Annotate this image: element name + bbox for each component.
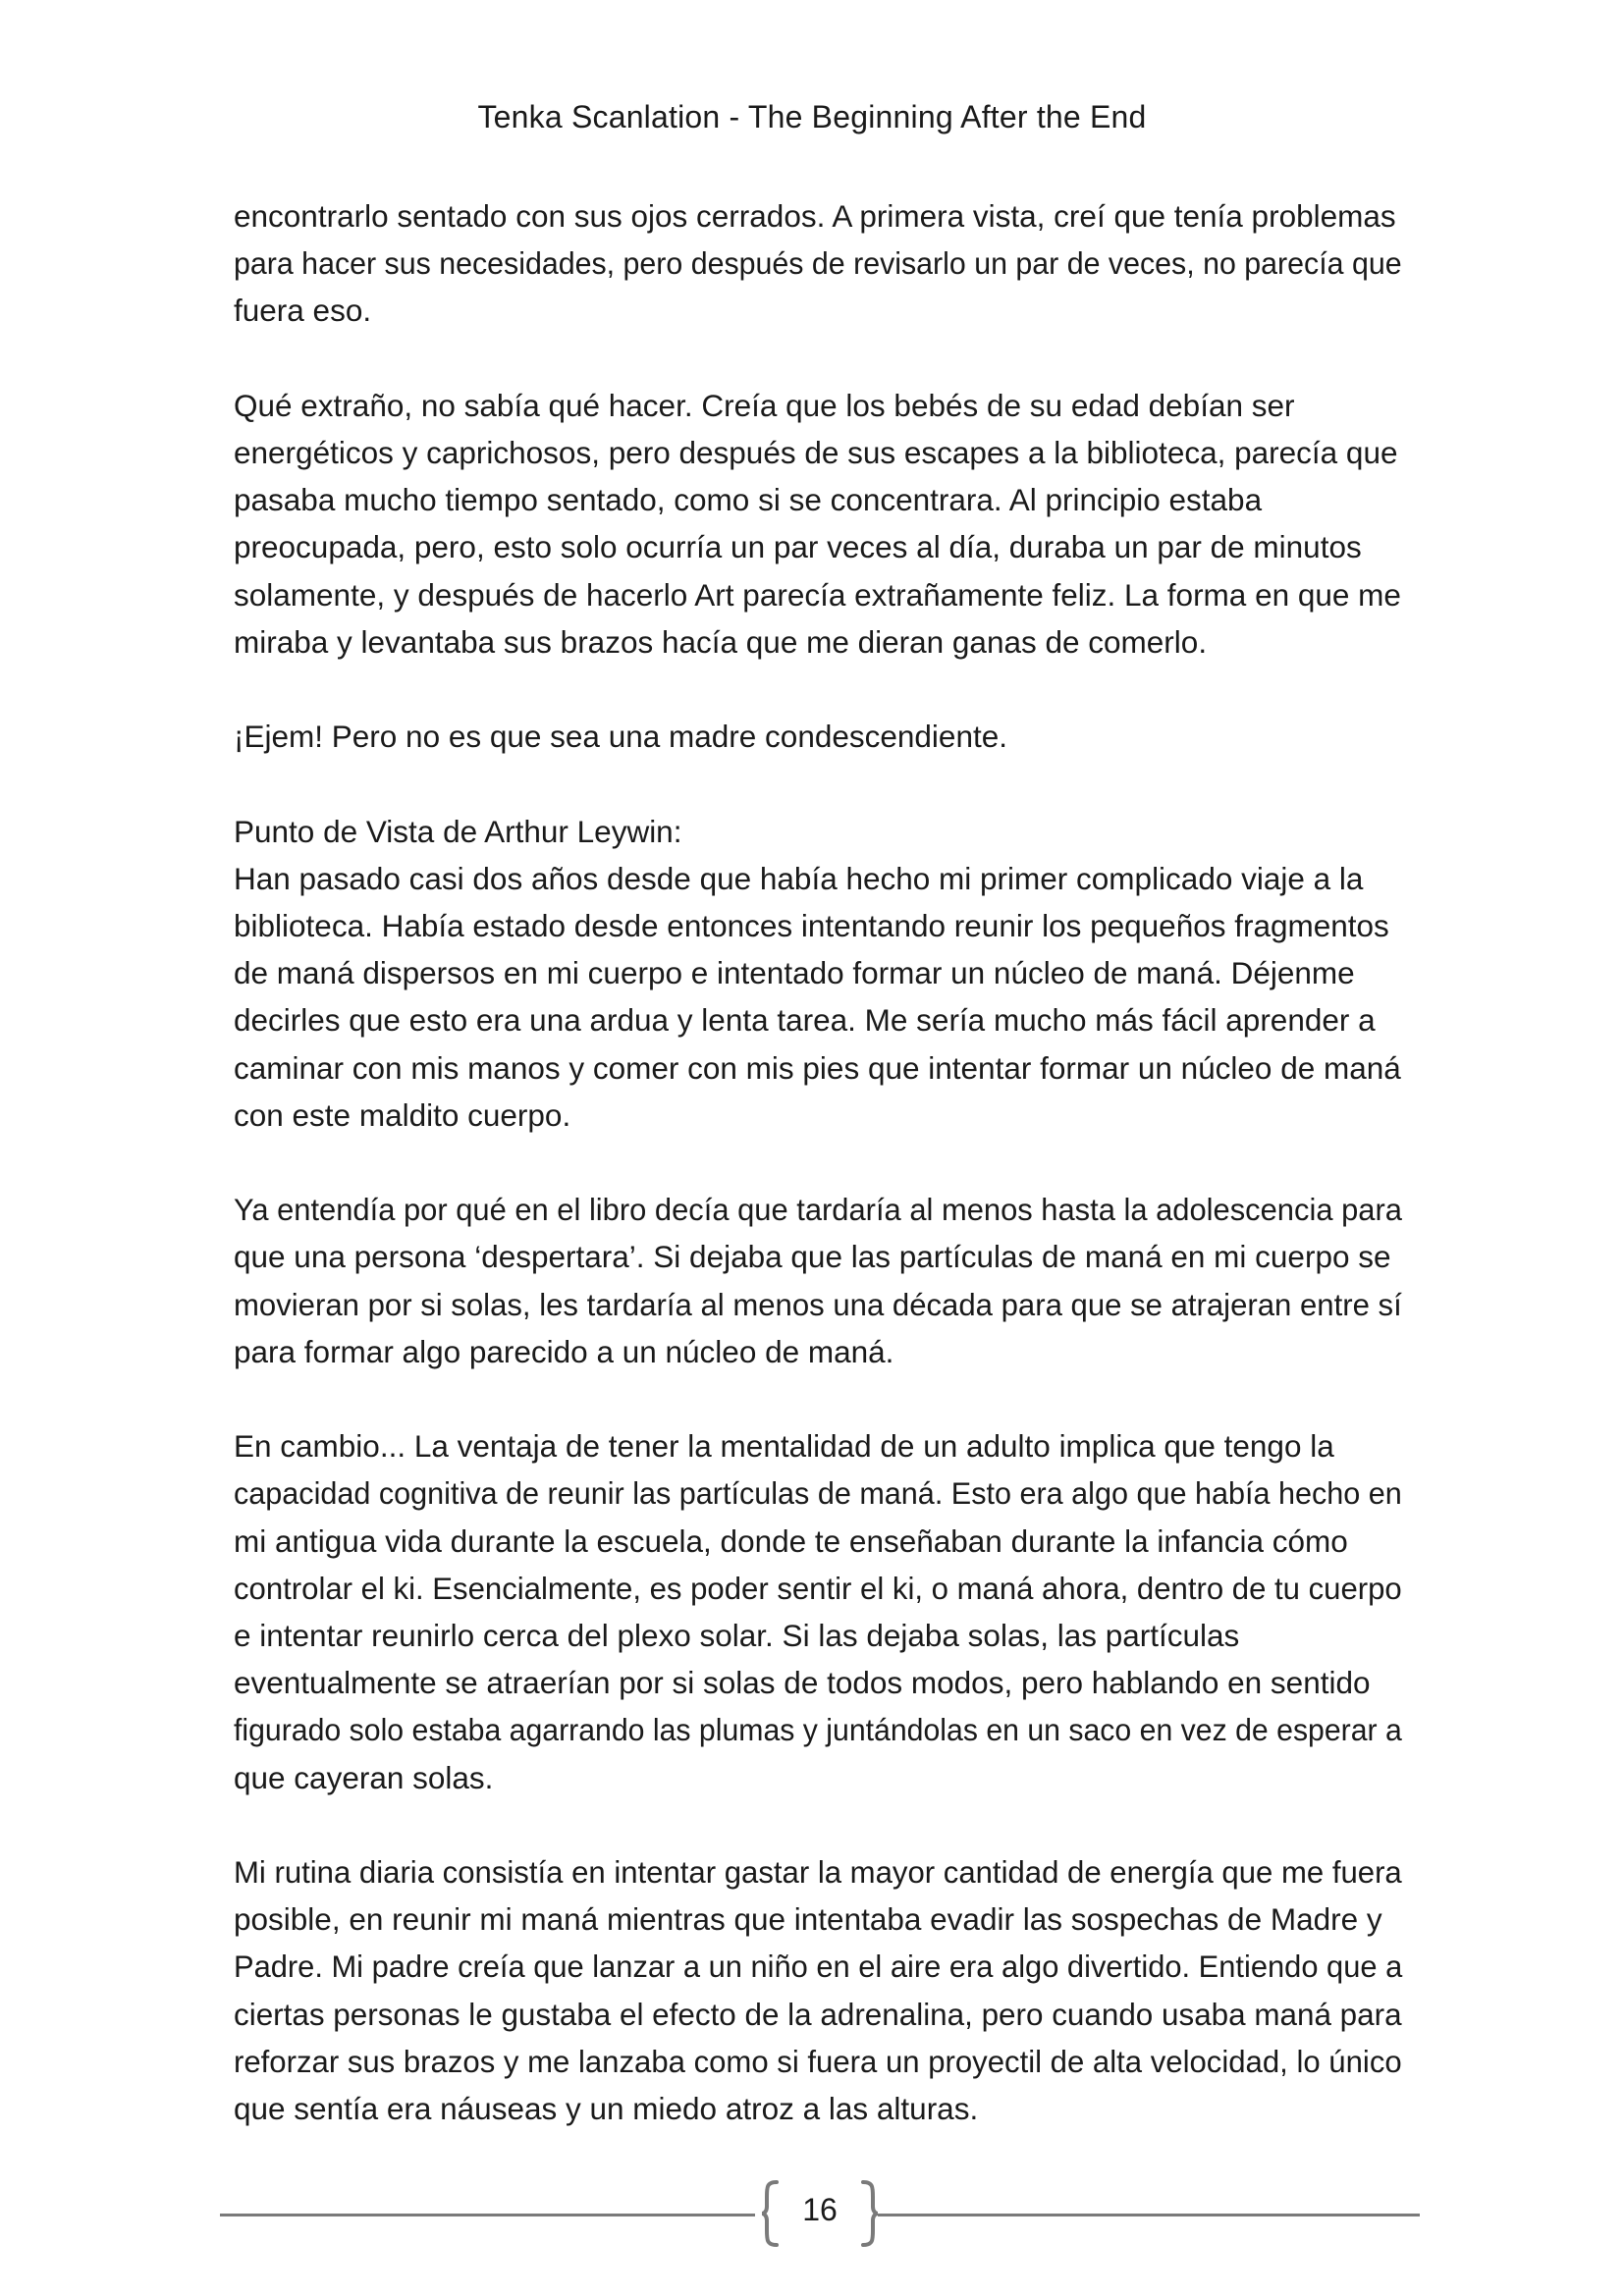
text-line: de maná dispersos en mi cuerpo e intentado formar un núcleo de maná. Déjenme bbox=[234, 955, 1355, 991]
text-line: controlar el ki. Esencialmente, es poder sentir el ki, o maná ahora, dentro de tu cuerpo bbox=[234, 1570, 1402, 1606]
paragraph bbox=[234, 382, 1402, 666]
page-footer bbox=[220, 2179, 1420, 2248]
text-line: energéticos y caprichosos, pero después de sus escapes a la biblioteca, parecía que bbox=[234, 435, 1398, 470]
text-line: Padre. Mi padre creía que lanzar a un niño en el aire era algo divertido. Entiendo que a bbox=[234, 1949, 1403, 1985]
text-line: preocupada, pero, esto solo ocurría un par veces al día, duraba un par de minutos bbox=[234, 529, 1362, 565]
text-line: para formar algo parecido a un núcleo de maná. bbox=[234, 1333, 894, 1369]
paragraph bbox=[234, 1422, 1402, 1801]
body-text bbox=[234, 192, 1402, 2132]
page-number: 16 bbox=[802, 2192, 838, 2227]
text-line: decirles que esto era una ardua y lenta tarea. Me sería mucho más fácil aprender a bbox=[234, 1002, 1376, 1039]
text-line: En cambio... La ventaja de tener la mentalidad de un adulto implica que tengo la bbox=[234, 1428, 1334, 1465]
footer-rule-right bbox=[878, 2214, 1420, 2216]
section-heading: Punto de Vista de Arthur Leywin: bbox=[234, 813, 682, 849]
text-line: movieran por si solas, les tardaría al menos una década para que se atrajeran entre sí bbox=[234, 1286, 1402, 1322]
text-line: caminar con mis manos y comer con mis pies que intentar formar un núcleo de maná bbox=[234, 1049, 1401, 1086]
text-line: capacidad cognitiva de reunir las partículas de maná. Esto era algo que había hecho en bbox=[234, 1475, 1402, 1512]
text-line: biblioteca. Había estado desde entonces intentando reunir los pequeños fragmentos bbox=[234, 908, 1389, 943]
text-line: posible, en reunir mi maná mientras que intentaba evadir las sospechas de Madre y bbox=[234, 1901, 1382, 1938]
text-line: mi antigua vida durante la escuela, donde te enseñaban durante la infancia cómo bbox=[234, 1522, 1348, 1559]
text-line: Han pasado casi dos años desde que había hecho mi primer complicado viaje a la bbox=[234, 860, 1364, 896]
left-bracket-icon bbox=[761, 2179, 781, 2248]
paragraph bbox=[234, 1848, 1402, 2132]
text-line: Ya entendía por qué en el libro decía que tardaría al menos hasta la adolescencia para bbox=[234, 1192, 1402, 1228]
text-line: pasaba mucho tiempo sentado, como si se concentrara. Al principio estaba bbox=[234, 482, 1263, 518]
paragraph bbox=[234, 713, 1402, 760]
text-line: reforzar sus brazos y me lanzaba como si fuera un proyectil de alta velocidad, lo único bbox=[234, 2043, 1402, 2079]
text-line: figurado solo estaba agarrando las plumas y juntándolas en un saco en vez de esperar a bbox=[234, 1712, 1402, 1748]
paragraph bbox=[234, 192, 1402, 335]
right-bracket-icon bbox=[859, 2179, 879, 2248]
text-line: ¡Ejem! Pero no es que sea una madre condescendiente. bbox=[234, 719, 1007, 755]
text-line: para hacer sus necesidades, pero después de revisarlo un par de veces, no parecía que bbox=[234, 245, 1402, 282]
text-line: miraba y levantaba sus brazos hacía que me dieran ganas de comerlo. bbox=[234, 623, 1208, 660]
text-line: encontrarlo sentado con sus ojos cerrados. A primera vista, creí que tenía problemas bbox=[234, 198, 1396, 234]
text-line: solamente, y después de hacerlo Art parecía extrañamente feliz. La forma en que me bbox=[234, 576, 1401, 613]
paragraph bbox=[234, 808, 1402, 1139]
footer-rule-left bbox=[220, 2214, 755, 2216]
text-line: que una persona ‘despertara’. Si dejaba que las partículas de maná en mi cuerpo se bbox=[234, 1239, 1391, 1275]
text-line: eventualmente se atraerían por si solas de todos modos, pero hablando en sentido bbox=[234, 1665, 1371, 1701]
paragraph bbox=[234, 1186, 1402, 1375]
text-line: fuera eso. bbox=[234, 293, 372, 329]
text-line: con este maldito cuerpo. bbox=[234, 1096, 571, 1133]
running-header: Tenka Scanlation - The Beginning After the End bbox=[477, 99, 1147, 134]
text-line: Mi rutina diaria consistía en intentar gastar la mayor cantidad de energía que me fuera bbox=[234, 1854, 1402, 1891]
text-line: que sentía era náuseas y un miedo atroz a las alturas. bbox=[234, 2091, 979, 2127]
text-line: Qué extraño, no sabía qué hacer. Creía que los bebés de su edad debían ser bbox=[234, 387, 1295, 423]
text-line: e intentar reunirlo cerca del plexo solar. Si las dejaba solas, las partículas bbox=[234, 1618, 1240, 1654]
text-line: ciertas personas le gustaba el efecto de la adrenalina, pero cuando usaba maná para bbox=[234, 1996, 1402, 2032]
text-line: que cayeran solas. bbox=[234, 1759, 494, 1795]
